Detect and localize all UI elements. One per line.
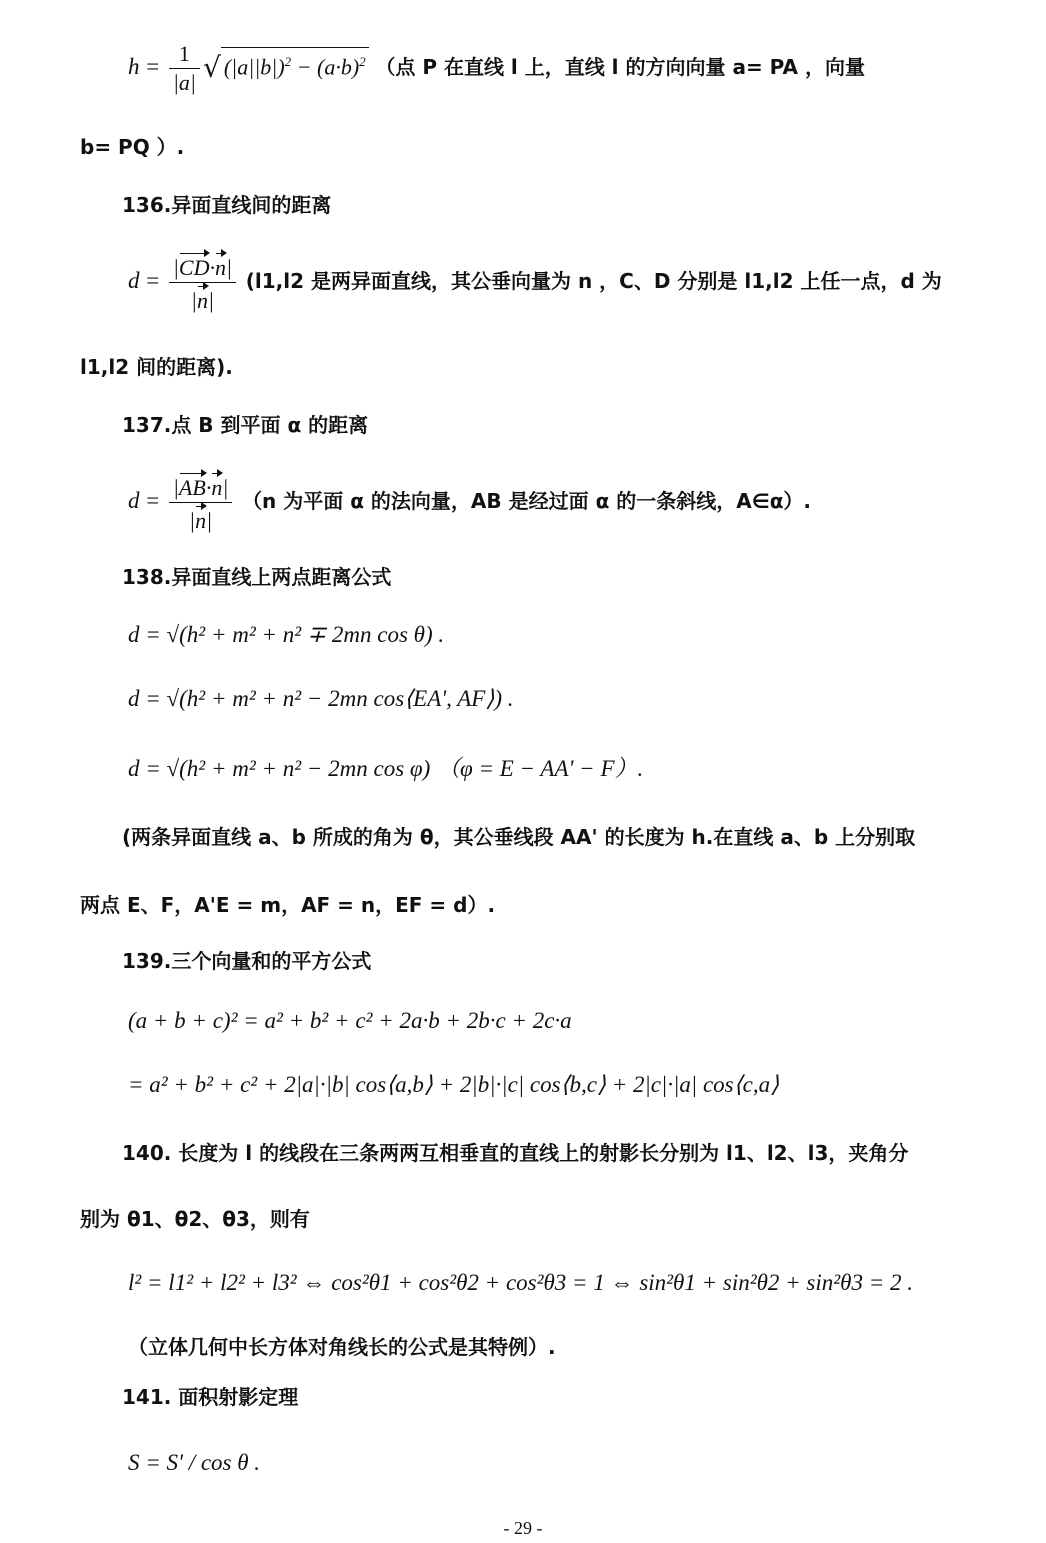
section-137-heading: 137.点 B 到平面 α 的距离 bbox=[122, 413, 369, 437]
h-formula-note: （点 P 在直线 l 上，直线 l 的方向向量 a= PA ，向量 bbox=[375, 55, 865, 79]
h-formula-line: h = $\frac{1}{|a|}$ √ $(|a||b|)^2 - (a\cdot b)^2$ （点 P 在直线 l 上，直线 l 的方向向量 a= PA ，向量 bbox=[128, 41, 865, 95]
section-136-note-cont: l1,l2 间的距离). bbox=[80, 355, 233, 379]
section-136-fraction: $\frac{|CD\cdot n|}{|n|}$ bbox=[169, 250, 236, 315]
h-fraction: $\frac{1}{|a|}$ bbox=[169, 40, 200, 97]
page-number: - 29 - bbox=[503, 1518, 543, 1538]
section-140-note: （立体几何中长方体对角线长的公式是其特例）. bbox=[128, 1335, 556, 1359]
section-137-fraction: $\frac{|AB\cdot n|}{|n|}$ bbox=[169, 470, 233, 535]
section-138-formula-2: d = √(h² + m² + n² − 2mn cos⟨EA', AF⟩) . bbox=[128, 686, 514, 711]
section-141-heading: 141. 面积射影定理 bbox=[122, 1385, 299, 1409]
section-138-formula-3: d = √(h² + m² + n² − 2mn cos φ) （φ = E − AA' − F）. bbox=[128, 756, 644, 781]
section-141-formula: S = S' / cos θ . bbox=[128, 1450, 261, 1475]
section-136-heading: 136.异面直线间的距离 bbox=[122, 193, 332, 217]
section-136-note: (l1,l2 是两异面直线，其公垂向量为 n ，C、D 分别是 l1,l2 上任一点，d 为 bbox=[245, 269, 942, 293]
section-138-heading: 138.异面直线上两点距离公式 bbox=[122, 565, 392, 589]
section-139-formula-2: = a² + b² + c² + 2|a|·|b| cos⟨a,b⟩ + 2|b|·|c| cos⟨b,c⟩ + 2|c|·|a| cos⟨c,a⟩ bbox=[128, 1072, 780, 1097]
section-138-note-1: (两条异面直线 a、b 所成的角为 θ，其公垂线段 AA' 的长度为 h.在直线 a、b 上分别取 bbox=[122, 825, 916, 849]
section-138-formula-1: d = √(h² + m² + n² ∓ 2mn cos θ) . bbox=[128, 622, 445, 647]
section-136-formula-line: d = $\frac{|CD\cdot n|}{|n|}$ (l1,l2 是两异面直线，其公垂向量为 n ，C、D 分别是 l1,l2 上任一点，d 为 bbox=[128, 250, 1028, 315]
section-138-note-2: 两点 E、F，A'E = m，AF = n，EF = d）. bbox=[80, 893, 496, 917]
section-137-formula-line: d = $\frac{|AB\cdot n|}{|n|}$ （n 为平面 α 的法向量，AB 是经过面 α 的一条斜线，A∈α）. bbox=[128, 470, 1028, 535]
section-140-line-2: 别为 θ1、θ2、θ3，则有 bbox=[80, 1207, 310, 1231]
section-140-formula: l² = l1² + l2² + l3² ⇔ cos²θ1 + cos²θ2 + cos²θ3 = 1 ⇔ sin²θ1 + sin²θ2 + sin²θ3 = 2 . bbox=[128, 1270, 913, 1295]
h-formula-note-cont: b= PQ ）. bbox=[80, 135, 185, 159]
section-137-note: （n 为平面 α 的法向量，AB 是经过面 α 的一条斜线，A∈α）. bbox=[242, 489, 812, 513]
section-139-formula-1: (a + b + c)² = a² + b² + c² + 2a·b + 2b·c + 2c·a bbox=[128, 1008, 572, 1033]
section-139-heading: 139.三个向量和的平方公式 bbox=[122, 949, 372, 973]
section-140-line-1: 140. 长度为 l 的线段在三条两两互相垂直的直线上的射影长分别为 l1、l2、l3，夹角分 bbox=[122, 1141, 909, 1165]
section-138-formula-3-note: （φ = E − AA' − F）. bbox=[437, 756, 644, 781]
